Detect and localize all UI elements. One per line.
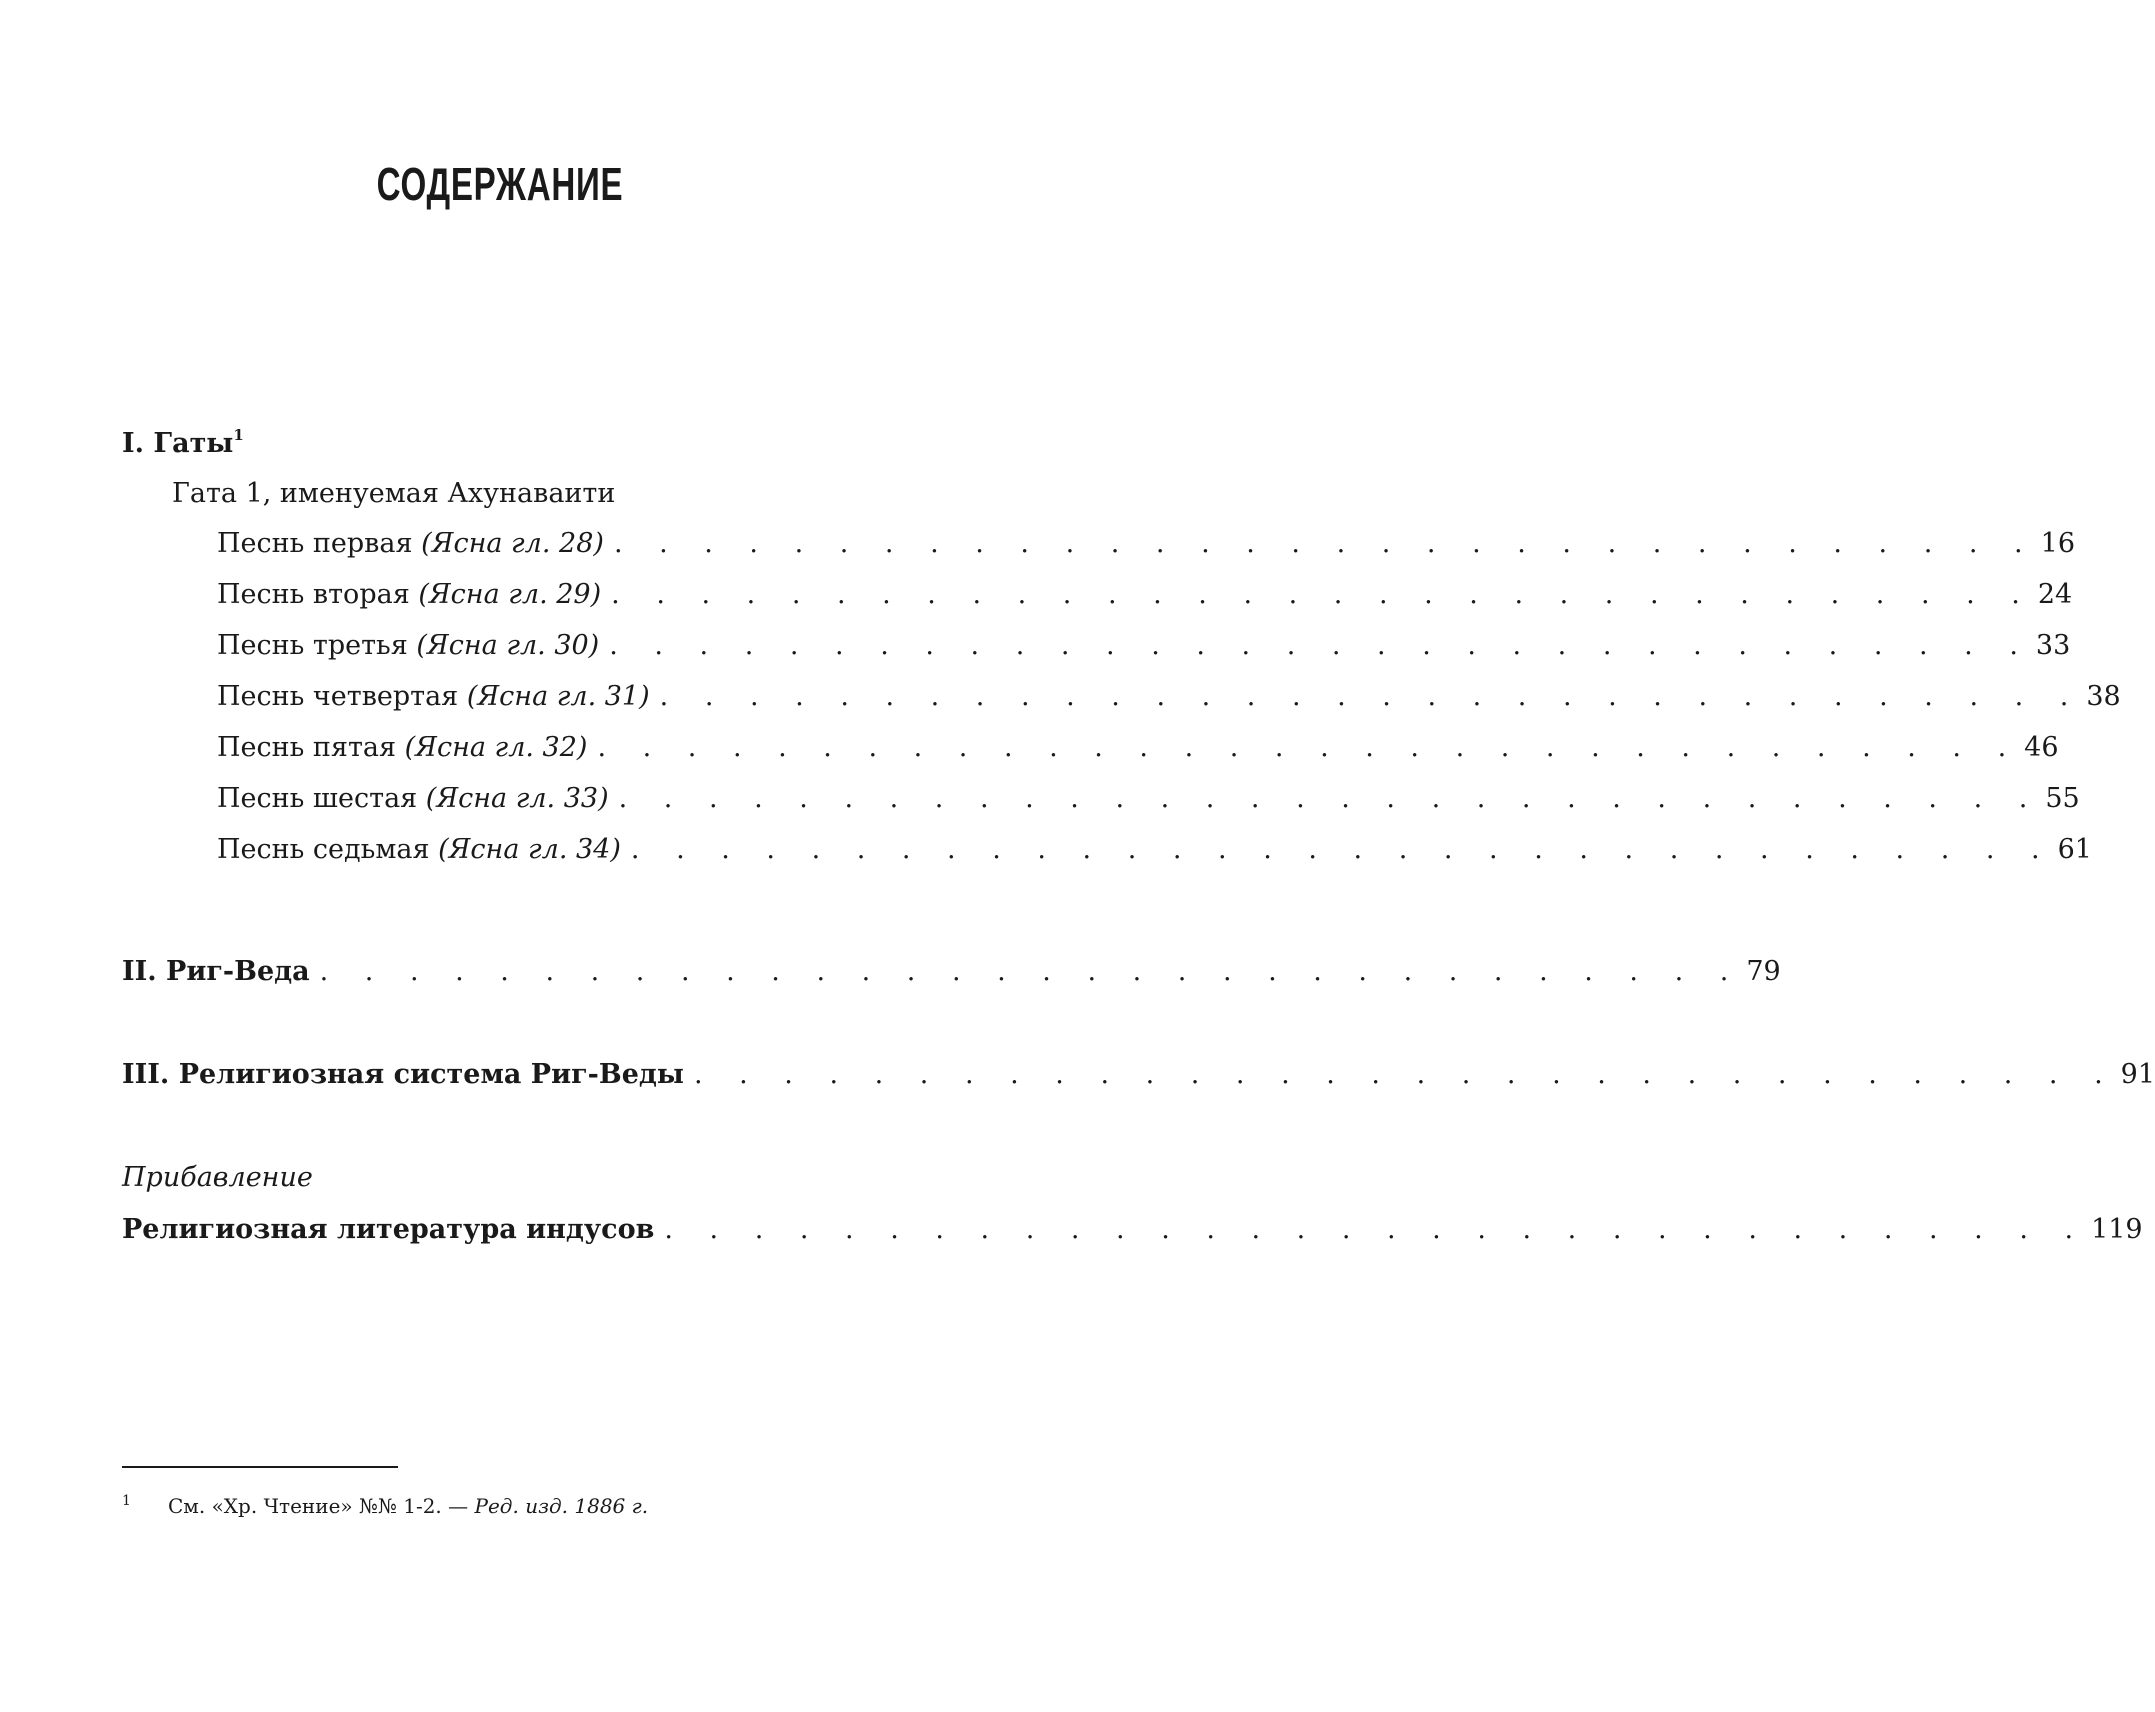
toc-entry-label: Песнь седьмая [217,834,430,865]
toc-section-rigveda [122,952,1781,992]
toc-entry [217,830,2092,870]
toc-entry-ref: (Ясна гл. 33) [425,783,609,814]
leader-dots: . . . . . . . . . . . . . . . . . . . . . . . . . . . . . . . . [630,834,2054,865]
leader-dots: . . . . . . . . . . . . . . . . . . . . . . . . . . . . . . . . [659,681,2083,712]
toc-entry-page: 38 [2086,681,2121,712]
toc-section-label: II. Риг-Веда [122,956,310,987]
toc-section-appendix [122,1210,2143,1250]
footnote-italic: Ред. изд. 1886 г. [474,1494,649,1518]
leader-dots: . . . . . . . . . . . . . . . . . . . . . . . . . . . . . . . . [609,630,2032,661]
footnote-mark: 1 [122,1493,131,1509]
footnote [122,1486,648,1521]
toc-section-page: 91 [2120,1059,2155,1090]
toc-section-label: Религиозная литература индусов [122,1214,655,1245]
toc-entry-ref: (Ясна гл. 28) [421,528,604,559]
page-title: СОДЕРЖАНИЕ [376,158,624,210]
toc-entry [217,626,2071,666]
toc-entry-ref: (Ясна гл. 31) [466,681,650,712]
toc-section-gaty [122,424,244,464]
leader-dots: . . . . . . . . . . . . . . . . . . . . . . . . . . . . . . . . [611,579,2034,610]
leader-dots: . . . . . . . . . . . . . . . . . . . . . . . . . . . . . . . . [319,956,1743,987]
toc-section-label: III. Религиозная система Риг-Веды [122,1059,684,1090]
leader-dots: . . . . . . . . . . . . . . . . . . . . . . . . . . . . . . . . [613,528,2037,559]
toc-entry-page: 24 [2037,579,2073,610]
toc-entry-ref: (Ясна гл. 30) [416,630,600,661]
toc-entry [217,677,2121,717]
leader-dots: . . . . . . . . . . . . . . . . . . . . . . . . . . . . . . . . [693,1059,2117,1090]
toc-entry-label: Песнь пятая [217,732,397,763]
toc-entry-page: 46 [2024,732,2059,763]
footnote-text: См. «Хр. Чтение» №№ 1-2. — [168,1494,475,1518]
toc-section-page: 79 [1746,956,1781,987]
toc-entry-page: 55 [2045,783,2080,814]
toc-entry-page: 33 [2035,630,2071,661]
toc-appendix-caption: Прибавление [122,1162,313,1193]
toc-entry-label: Песнь четвертая [217,681,459,712]
toc-entry-page: 16 [2040,528,2075,559]
toc-section-religious-system [122,1055,2155,1095]
toc-entry [217,575,2073,615]
footnote-ref: 1 [233,426,244,444]
toc-entry-label: Песнь первая [217,528,413,559]
toc-entry-label: Песнь шестая [217,783,418,814]
toc-entry-label: Песнь вторая [217,579,410,610]
toc-section-gaty-label: I. Гаты [122,428,234,459]
toc-gata-subtitle: Гата 1, именуемая Ахунаваити [172,478,616,509]
toc-entry-label: Песнь третья [217,630,408,661]
leader-dots: . . . . . . . . . . . . . . . . . . . . . . . . . . . . . . . . [597,732,2021,763]
leader-dots: . . . . . . . . . . . . . . . . . . . . . . . . . . . . . . . . [618,783,2042,814]
footnote-rule [122,1466,398,1468]
toc-entry [217,728,2059,768]
toc-entry-page: 61 [2057,834,2092,865]
toc-entry-ref: (Ясна гл. 32) [404,732,588,763]
toc-section-page: 119 [2091,1214,2143,1245]
leader-dots: . . . . . . . . . . . . . . . . . . . . . . . . . . . . . . . . [664,1214,2088,1245]
toc-entry-ref: (Ясна гл. 29) [418,579,602,610]
toc-entry-ref: (Ясна гл. 34) [438,834,621,865]
toc-entry [217,779,2080,819]
toc-entry [217,524,2075,564]
